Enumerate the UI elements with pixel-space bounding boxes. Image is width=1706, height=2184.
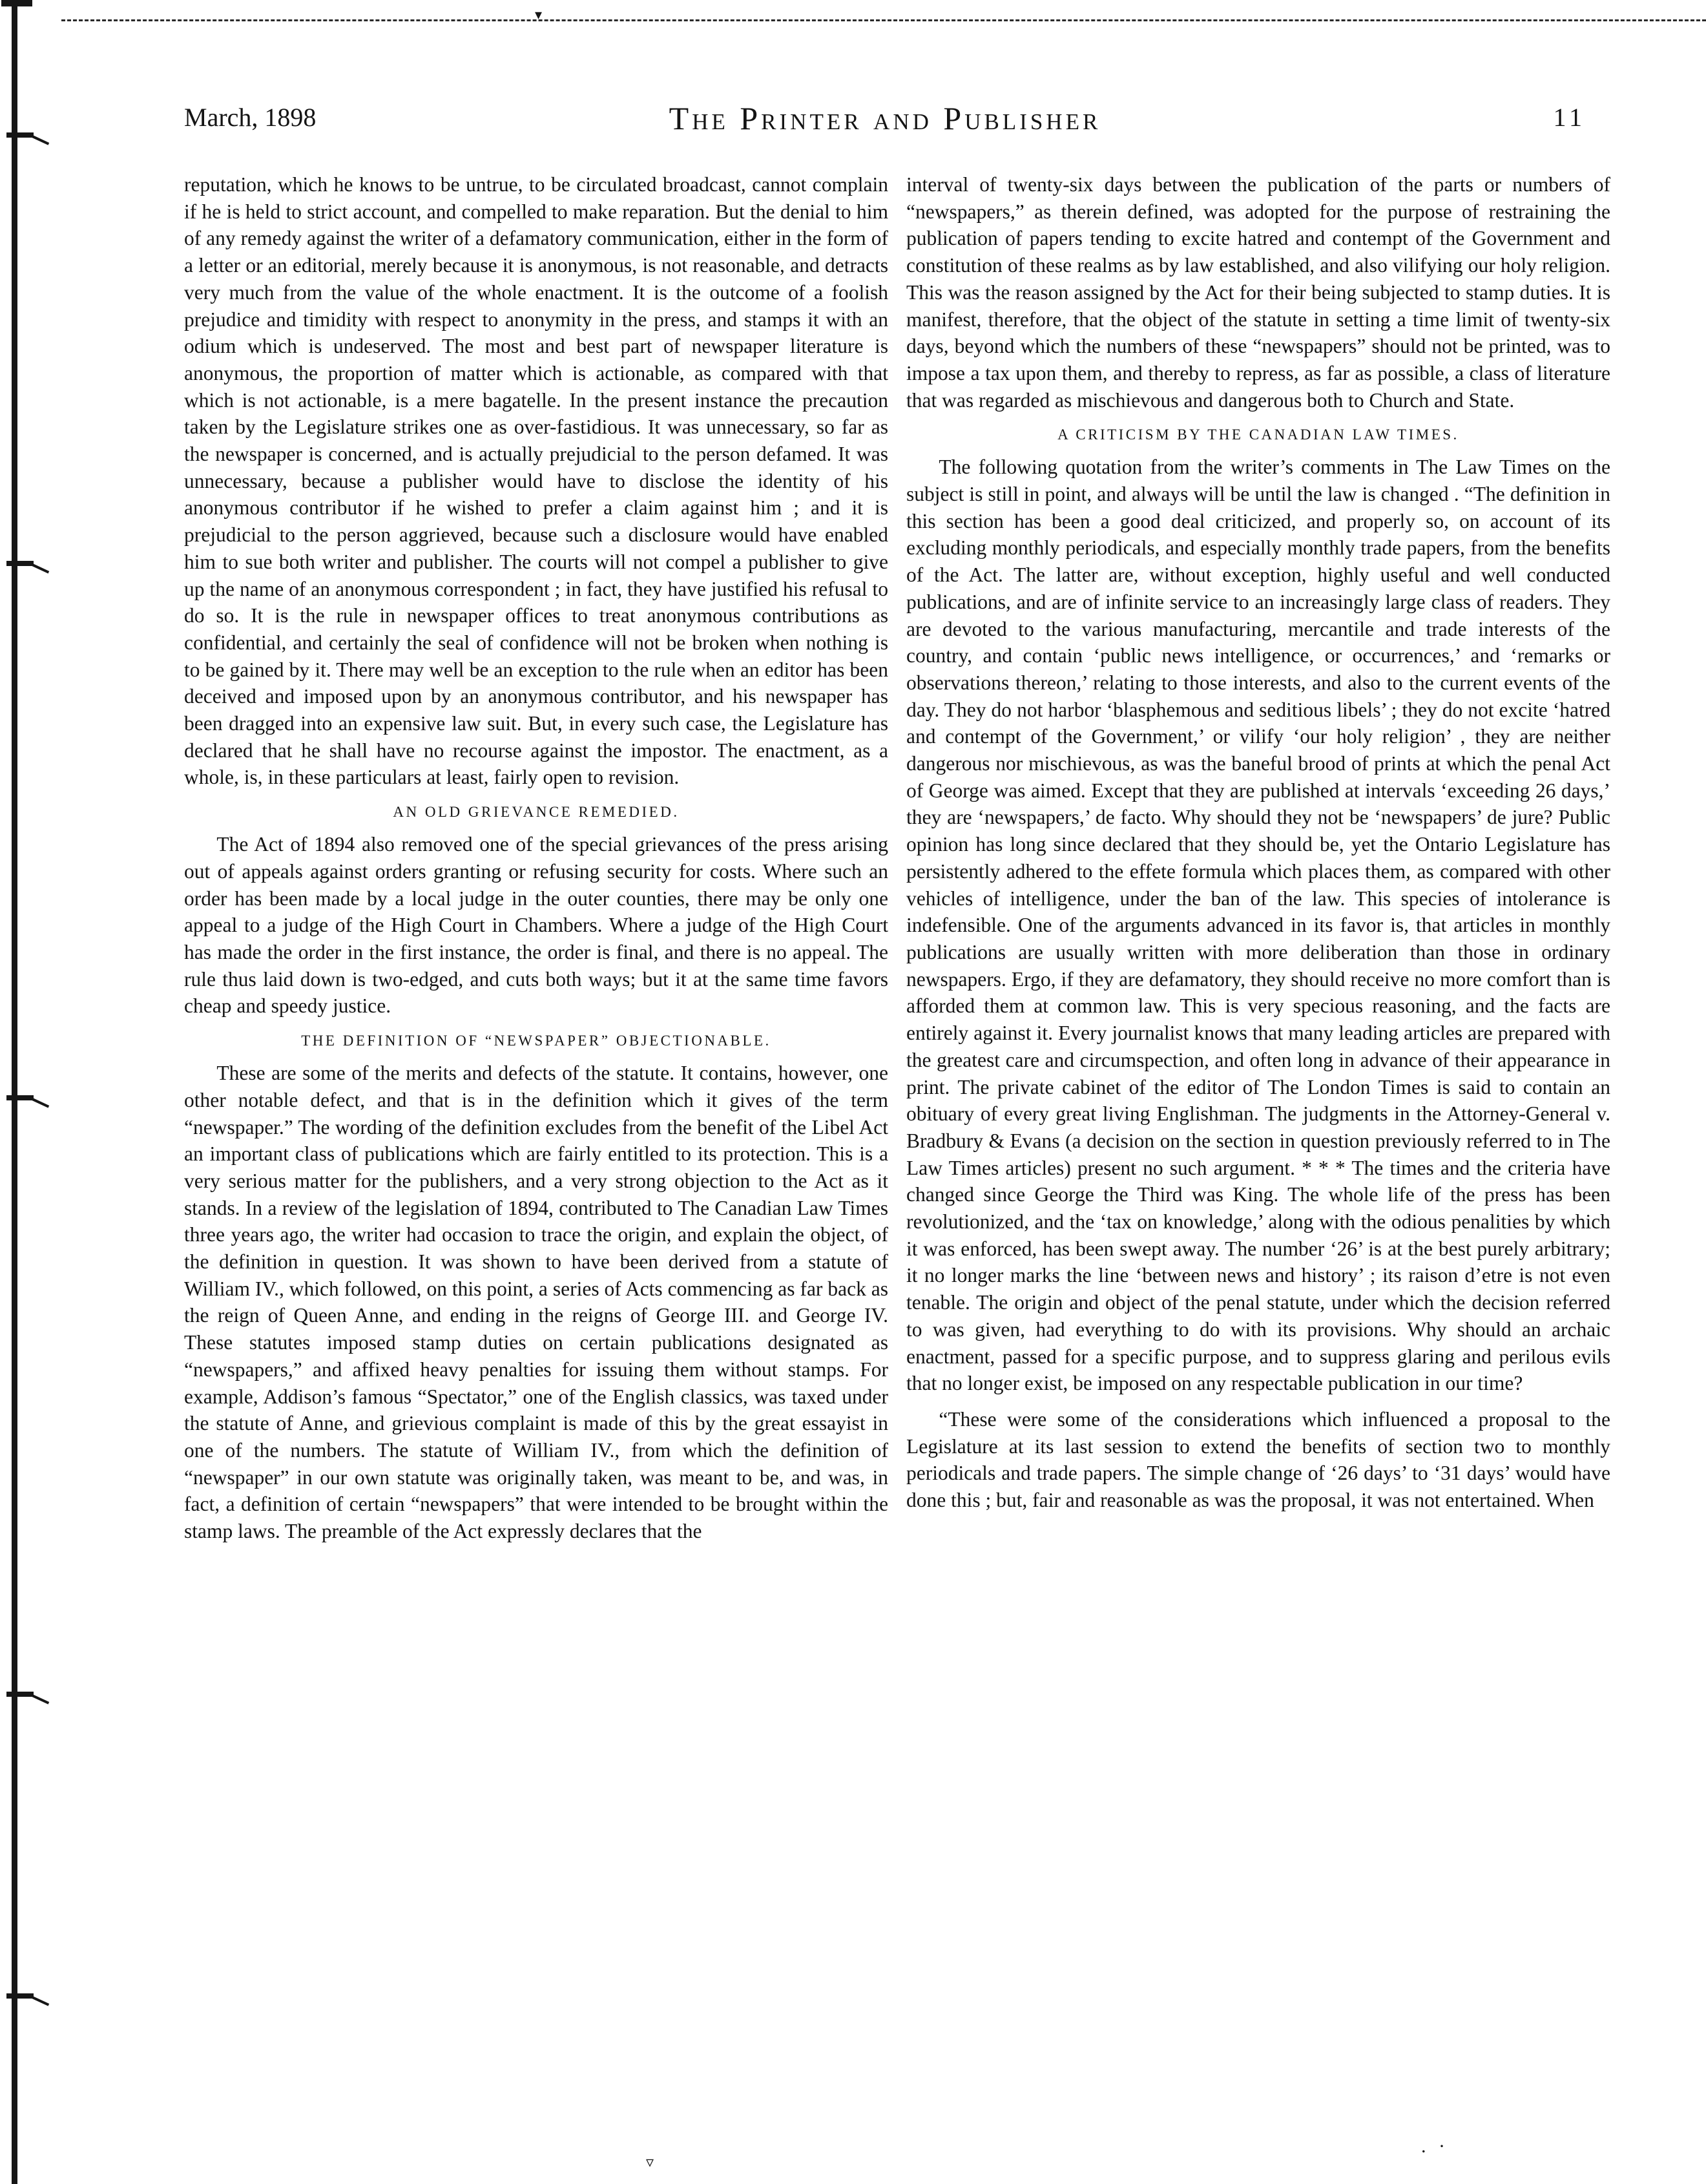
running-header: [184, 97, 1586, 142]
top-scan-rule: [61, 19, 1706, 21]
paragraph: reputation, which he knows to be untrue, to be circulated broadcast, cannot complain if he is held to strict account, and compelled to make reparation. But the denial to him of any remedy against the writer of a defamatory communication, either in the form of a letter or an editorial, merely because it is anonymous, is not reasonable, and detracts very much from the value of the whole enactment. It is the outcome of a foolish prejudice and timidity with respect to anonymity in the press, and stamps it with an odium which is undeserved. The most and best part of newspaper literature is anonymous, the proportion of matter which is actionable, as compared with that which is not actionable, is a mere bagatelle. In the present instance the precaution taken by the Legislature strikes one as over-fastidious. It was unnecessary, so far as the newspaper is concerned, and is actually prejudicial to the person defamed. It was unnecessary, because a publisher would have to disclose the identity of his anonymous contributor if he wished to prefer a claim against him ; and it is prejudicial to the person aggrieved, because such a disclosure would have enabled him to sue both writer and publisher. The courts will not compel a publisher to give up the name of an anonymous correspondent ; in fact, they have justified his refusal to do so. It is the rule in newspaper offices to treat anonymous contributions as confidential, and certainly the seal of confidence will not be broken when nothing is to be gained by it. There may well be an exception to the rule when an editor has been deceived and imposed upon by an anonymous contributor, and his newspaper has been dragged into an expensive law suit. But, in every such case, the Legislature has declared that he shall have no recourse against the impostor. The enactment, as a whole, is, in these particulars at least, fairly open to revision.: [184, 173, 888, 789]
binding-spine-cap: [1, 0, 32, 6]
paragraph: “These were some of the considerations which influenced a proposal to the Legislature at its last session to extend the benefits of section two to monthly periodicals and trade papers. The simple change of ‘26 days’ to ‘31 days’ would have done this ; but, fair and reasonable as was the proposal, it was not entertained. When: [906, 1407, 1610, 1512]
section-heading: THE DEFINITION OF “NEWSPAPER” OBJECTIONABLE.: [301, 1033, 771, 1049]
binding-spine: [12, 0, 17, 2184]
left-column: [184, 171, 888, 1545]
paragraph: The Act of 1894 also removed one of the special grievances of the press arising out of appeals against orders granting or refusing security for costs. Where such an order has been made by a local judge in the outer counties, there may be only one appeal to a judge of the High Court in Chambers. Where a judge of the High Court has made the order in the first instance, the order is final, and there is no appeal. The rule thus laid down is two-edged, and cuts both ways; but it at the same time favors cheap and speedy justice.: [184, 833, 888, 1018]
binding-notch: [6, 561, 52, 570]
binding-notch: [6, 1692, 52, 1701]
paragraph: interval of twenty-six days between the publication of the parts or numbers of “newspapers,” as therein defined, was adopted for the purpose of restraining the publication of papers tending to excite hatred and contempt of the Government and constitution of these realms as by law established, and also vilifying our holy religion. This was the reason assigned by the Act for their being subjected to stamp duties. It is manifest, therefore, that the object of the statute in setting a time limit of twenty-six days, beyond which the numbers of these “newspapers” should not be printed, was to impose a tax upon them, and thereby to repress, as far as possible, a class of literature that was regarded as mischievous and dangerous both to Church and State.: [906, 173, 1610, 412]
scan-speck: . ·: [1421, 2136, 1449, 2157]
bottom-tick-mark: ▿: [646, 2154, 654, 2171]
right-column: [906, 171, 1610, 1514]
publication-title: The Printer and Publisher: [669, 100, 1101, 136]
issue-date: March, 1898: [184, 103, 317, 132]
paragraph: The following quotation from the writer’s comments in The Law Times on the subject is still in point, and always will be until the law is changed . “The definition in this section has been a good deal criticized, and properly so, on account of its excluding monthly periodicals, and especially monthly trade papers, from the benefits of the Act. The latter are, without exception, highly useful and well conducted publications, and are of infinite service to an increasingly large class of readers. They are devoted to the various manufacturing, mercantile and trade interests of the country, and contain ‘public news intelligence, or occurrences,’ and ‘remarks or observations thereon,’ relating to those interests, and also to the current events of the day. They do not harbor ‘blasphemous and seditious libels’ ; they do not excite ‘hatred and contempt of the Government,’ or vilify ‘our holy religion’ , they are neither dangerous nor mischievous, as was the baneful brood of prints at which the penal Act of George was aimed. Except that they are published at intervals ‘exceeding 26 days,’ they are ‘newspapers,’ de facto. Why should they not be ‘newspapers’ de jure? Public opinion has long since declared that they should be, yet the Ontario Legislature has persistently adhered to the effete formula which places them, as compared with other vehicles of intelligence, under the ban of the law. This species of intolerance is indefensible. One of the arguments advanced in its favor is, that articles in monthly publications are usually written with more deliberation than those in ordinary newspapers. Ergo, if they are defamatory, they should receive no more comfort than is afforded them at common law. This is very specious reasoning, and the facts are entirely against it. Every journalist knows that many leading articles are prepared with the greatest care and circumspection, and often long in advance of their appearance in print. The private cabinet of the editor of The London Times is said to contain an obituary of every great living Englishman. The judgments in the Attorney-General v. Bradbury & Evans (a decision on the section in question previously referred to in The Law Times articles) present no such argument. * * * The times and the criteria have changed since George the Third was King. The whole life of the press has been revolutionized, and the ‘tax on knowledge,’ along with the odious penalities by which it was enforced, has been swept away. The number ‘26’ is at the best purely arbitrary; it no longer marks the line ‘between news and history’ ; its raison d’etre is not even tenable. The origin and object of the penal statute, under which the decision referred to was given, had everything to do with its provisions. Why should an archaic enactment, passed for a specific purpose, and to suppress glaring and perilous evils that no longer exist, be imposed on any respectable publication in our time?: [906, 456, 1610, 1395]
binding-notch: [6, 1095, 52, 1104]
section-heading: AN OLD GRIEVANCE REMEDIED.: [393, 804, 680, 821]
paragraph: These are some of the merits and defects of the statute. It contains, however, one other notable defect, and that is in the definition which it gives of the term “newspaper.” The wording of the definition excludes from the benefit of the Libel Act an important class of publications which are fairly entitled to its protection. This is a very serious matter for the publishers, and a very strong objection to the Act as it stands. In a review of the legislation of 1894, contributed to The Canadian Law Times three years ago, the writer had occasion to trace the origin, and explain the object, of the definition in question. It was shown to have been derived from a statute of William IV., which followed, on this point, a series of Acts commencing as far back as the reign of Queen Anne, and ending in the reigns of George III. and George IV. These statutes imposed stamp duties on certain publications designated as “newspapers,” and affixed heavy penalties for issuing them without stamps. For example, Addison’s famous “Spectator,” one of the English classics, was taxed under the statute of Anne, and grievious complaint is made of this by the great essayist in one of the numbers. The statute of William IV., from which the definition of “newspaper” in our own statute was originally taken, was meant to be, and was, in fact, a definition of certain “newspapers” that were intended to be brought within the stamp laws. The preamble of the Act expressly declares that the: [184, 1062, 888, 1543]
top-tick-mark: ▾: [535, 6, 543, 23]
binding-notch: [6, 1993, 52, 2002]
page-number: 11: [1553, 103, 1586, 132]
section-heading: A CRITICISM BY THE CANADIAN LAW TIMES.: [1057, 426, 1459, 443]
binding-notch: [6, 132, 52, 142]
